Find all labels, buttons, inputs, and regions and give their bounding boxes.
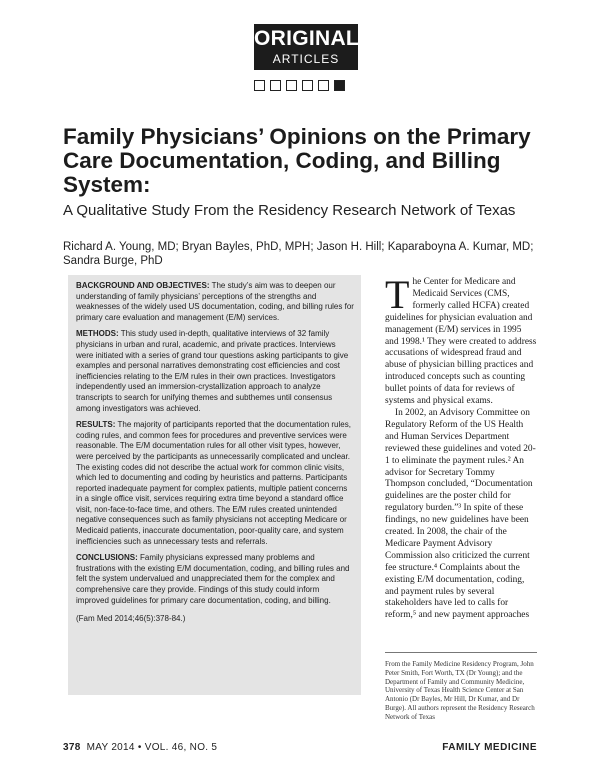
- abstract-box: [68, 275, 361, 695]
- abstract-citation: (Fam Med 2014;46(5):378-84.): [76, 614, 186, 624]
- section-indicator: [254, 80, 345, 92]
- abstract-conclusions: [76, 553, 354, 606]
- abstract-label: RESULTS:: [76, 420, 116, 430]
- abstract-background: [76, 281, 354, 323]
- abstract-label: CONCLUSIONS:: [76, 553, 138, 563]
- body-column: [385, 272, 537, 622]
- page-footer-left: [63, 742, 217, 753]
- abstract-text: This study used in-depth, qualitative interviews of 32 family physicians in urban and rural, academic, and private practices. Interviews were initiated with a series of grand tour questions asking participants to give examples and personal narratives demonstrating cost efficiencies and cost inefficiencies relating to the E/M rules in their own practices. Investigators independently used an immersion-crystallization approach to analyze transcripts to search for unifying themes and subthemes until consensus among investigators was achieved.: [76, 329, 349, 413]
- footnote-divider: [385, 652, 537, 653]
- author-list: Richard A. Young, MD; Bryan Bayles, PhD, MPH; Jason H. Hill; Kaparaboyna A. Kumar, MD; Sandra Burge, PhD: [63, 241, 534, 267]
- abstract-text: Family physicians expressed many problems and frustrations with the existing E/M documentation, coding, and billing rules and felt the system undervalued and unappreciated them for the complex and comprehensive care they provide. Findings of this study could inform improved guidelines for primary care documentation, coding, and billing.: [76, 553, 350, 605]
- indicator-square: [318, 80, 329, 91]
- drop-cap: T: [385, 272, 410, 317]
- badge-subtitle: ARTICLES: [272, 52, 340, 66]
- body-paragraph: In 2002, an Advisory Committee on Regulatory Reform of the US Health and Human Services Department reviewed these guidelines and voted 20-1 to eliminate the payment rules.² An advisor for Secretary Tommy Thompson concluded, “Documentation guidelines are the poster child for regulatory burden.”³ In spite of these findings, no new guidelines have been created. In 2008, the chair of the Medicare Payment Advisory Commission also criticized the current fee structure.⁴ Complaints about the existing E/M documentation, coding, and payment rules by several stakeholders have led to calls for reform,⁵ and new payment approaches: [385, 407, 536, 621]
- indicator-square: [254, 80, 265, 91]
- abstract-methods: [76, 329, 354, 414]
- abstract-text: The study’s aim was to deepen our understanding of family physicians’ perceptions of the strengths and weaknesses of the widely used US documentation, coding, and billing rules for primary care evaluation and management (E/M) services.: [76, 281, 354, 322]
- body-paragraph: [385, 272, 537, 408]
- indicator-square: [286, 80, 297, 91]
- abstract-label: METHODS:: [76, 329, 119, 339]
- abstract-text: The majority of participants reported that the documentation rules, coding rules, and common fees for procedures and preventive services were reasonable. The E/M documentation rules for all other visit types, however, were perceived by the participants as unnecessarily complicated and unclear. The existing codes did not describe the actual work for common clinic visits, which led to documenting and coding by heuristics and patterns. Participants reported inadequate payment for complex patients, multiple patient concerns in a single office visit, services requiring extra time beyond a standard office visit, non-face-to-face time, and others. The E/M rules created unintended negative consequences such as family physicians not accepting Medicare or Medicaid patients, inaccurate documentation, poor-quality care, and system inefficiencies such as unnecessary tests and referrals.: [76, 420, 351, 546]
- abstract-label: BACKGROUND AND OBJECTIVES:: [76, 281, 210, 290]
- indicator-square: [302, 80, 313, 91]
- section-badge: [254, 24, 358, 70]
- affiliation-footnote: From the Family Medicine Residency Program, John Peter Smith, Fort Worth, TX (Dr Young); and the Department of Family and Community Medicine, University of Texas Health Science Center at San Antonio (Dr Bayles, Mr Hill, Dr Kumar, and Dr Burge). All authors represent the Residency Research Network of Texas: [385, 660, 535, 721]
- page-number: 378: [63, 742, 81, 753]
- article-subtitle: A Qualitative Study From the Residency Research Network of Texas: [63, 202, 516, 219]
- article-title: Family Physicians’ Opinions on the Primary Care Documentation, Coding, and Billing System:: [63, 124, 531, 197]
- badge-title: ORIGINAL: [254, 27, 360, 50]
- body-paragraph-text: he Center for Medicare and Medicaid Services (CMS, formerly called HCFA) created guidelines for physician evaluation and management (E/M) services in 1995 and 1998.¹ They were created to address accusations of widespread fraud and abuse of physician billing practices and introduced concepts such as counting bullet points of data for reviews of systems and physical exams.: [385, 277, 537, 407]
- indicator-square: [270, 80, 281, 91]
- abstract-results: [76, 420, 354, 547]
- journal-name: FAMILY MEDICINE: [442, 742, 537, 753]
- indicator-square-active: [334, 80, 345, 91]
- issue-info: MAY 2014 • VOL. 46, NO. 5: [86, 742, 218, 753]
